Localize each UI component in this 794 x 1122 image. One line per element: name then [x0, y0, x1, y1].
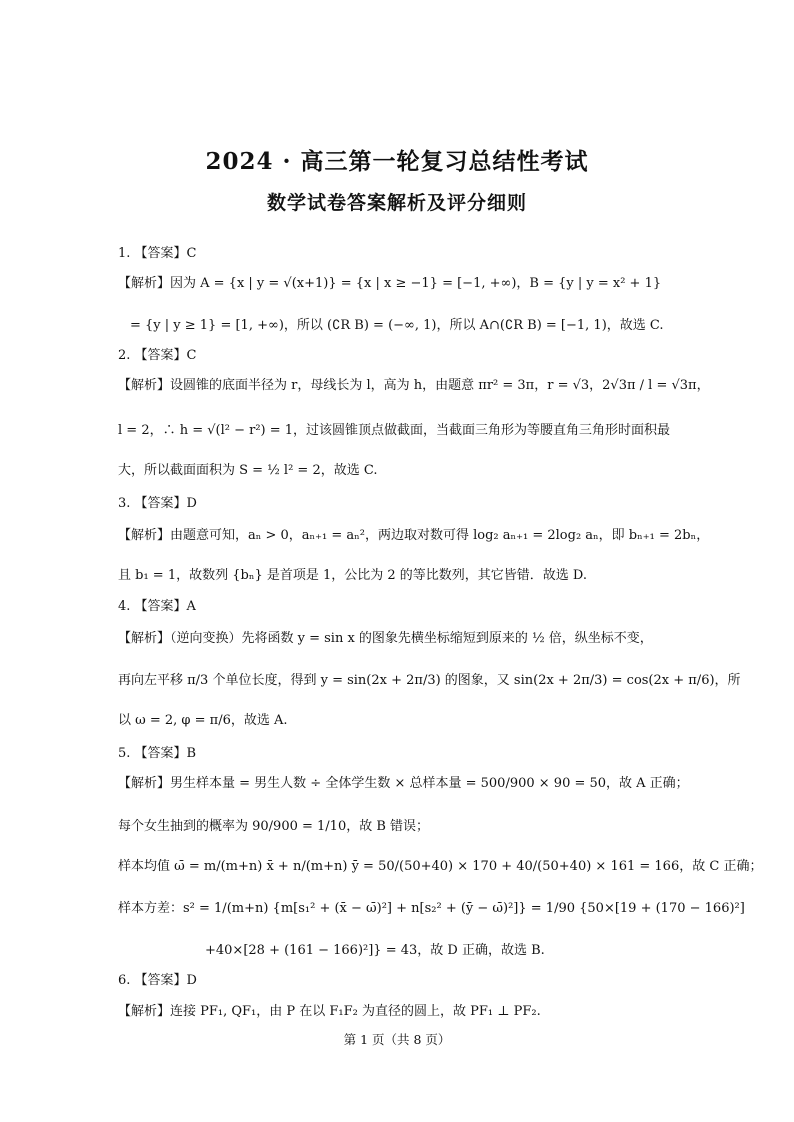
answer-3-heading: 3. 【答案】D — [118, 496, 197, 511]
answer-5-analysis-line-3: 样本均值 ω̄ = m/(m+n) x̄ + n/(m+n) ȳ = 50/(50+40) × 170 + 40/(50+40) × 161 = 166，故 C 正确； — [118, 859, 763, 874]
answer-2-analysis-line-3: 大，所以截面面积为 S = ½ l² = 2，故选 C. — [118, 463, 378, 478]
page-number: 第 1 页（共 8 页） — [343, 1032, 451, 1047]
answer-5-analysis-line-4: 样本方差：s² = 1/(m+n) {m[s₁² + (x̄ − ω̄)²] + n[s₂² + (ȳ − ω̄)²]} = 1/90 {50×[19 + (170 − 166)²] — [118, 901, 745, 916]
answer-5-heading: 5. 【答案】B — [118, 746, 197, 761]
page-subtitle: 数学试卷答案解析及评分细则 — [266, 192, 527, 214]
answer-2-analysis-line-2: l = 2，∴ h = √(l² − r²) = 1，过该圆锥顶点做截面，当截面三角形为等腰直角三角形时面积最 — [118, 423, 671, 438]
answer-6-analysis-line-1: 【解析】连接 PF₁, QF₁，由 P 在以 F₁F₂ 为直径的圆上，故 PF₁ ⊥ PF₂. — [118, 1004, 541, 1019]
answer-1-analysis-line-2: = {y | y ≥ 1} = [1, +∞)，所以 (∁R B) = (−∞, 1)，所以 A∩(∁R B) = [−1, 1)，故选 C. — [130, 318, 664, 333]
page-title: 2024 · 高三第一轮复习总结性考试 — [205, 148, 589, 175]
answer-1-heading: 1. 【答案】C — [118, 246, 197, 261]
answer-4-analysis-line-2: 再向左平移 π/3 个单位长度，得到 y = sin(2x + 2π/3) 的图象，又 sin(2x + 2π/3) = cos(2x + π/6)，所 — [118, 673, 741, 688]
answer-5-analysis-line-1: 【解析】男生样本量 = 男生人数 ÷ 全体学生数 × 总样本量 = 500/900 × 90 = 50，故 A 正确； — [118, 776, 689, 791]
answer-5-analysis-line-2: 每个女生抽到的概率为 90/900 = 1/10，故 B 错误； — [118, 819, 430, 834]
answer-4-analysis-line-3: 以 ω = 2, φ = π/6，故选 A. — [118, 713, 288, 728]
answer-5-analysis-line-5: +40×[28 + (161 − 166)²]} = 43，故 D 正确，故选 B. — [205, 943, 545, 958]
answer-6-heading: 6. 【答案】D — [118, 973, 197, 988]
answer-3-analysis-line-2: 且 b₁ = 1，故数列 {bₙ} 是首项是 1，公比为 2 的等比数列，其它皆错．故选 D. — [118, 568, 588, 583]
answer-1-analysis-line-1: 【解析】因为 A = {x | y = √(x+1)} = {x | x ≥ −1} = [−1, +∞)，B = {y | y = x² + 1} — [118, 276, 662, 291]
answer-4-heading: 4. 【答案】A — [118, 599, 196, 614]
answer-4-analysis-line-1: 【解析】（逆向变换）先将函数 y = sin x 的图象先横坐标缩短到原来的 ½ 倍，纵坐标不变， — [118, 631, 653, 646]
answer-3-analysis-line-1: 【解析】由题意可知，aₙ > 0，aₙ₊₁ = aₙ²，两边取对数可得 log₂ aₙ₊₁ = 2log₂ aₙ，即 bₙ₊₁ = 2bₙ， — [118, 528, 710, 543]
answer-2-analysis-line-1: 【解析】设圆锥的底面半径为 r，母线长为 l，高为 h，由题意 πr² = 3π，r = √3，2√3π / l = √3π， — [118, 378, 710, 393]
answer-2-heading: 2. 【答案】C — [118, 348, 197, 363]
